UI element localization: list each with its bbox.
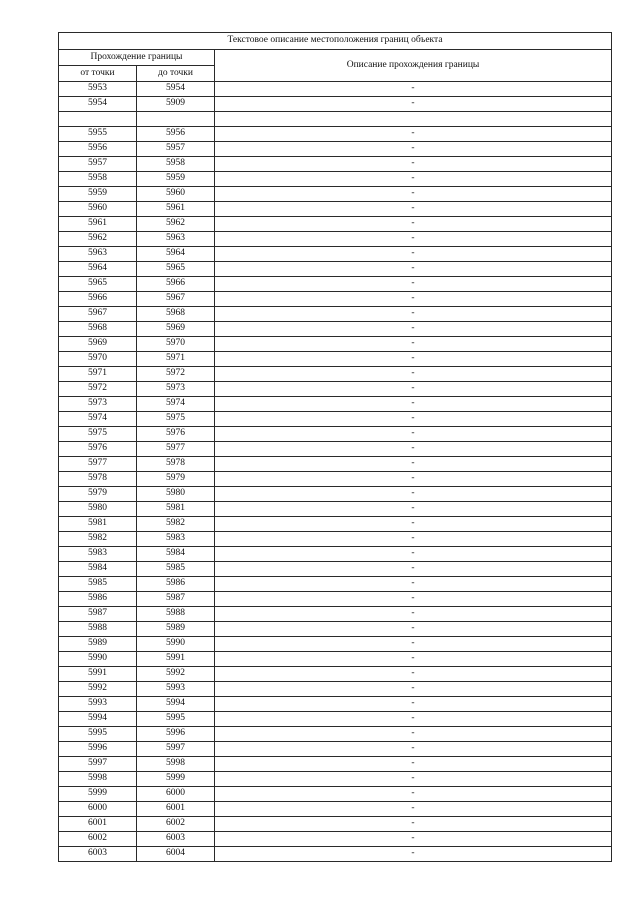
cell-from-point: 5968: [59, 322, 137, 337]
table-row: [59, 667, 612, 682]
cell-description: -: [215, 442, 612, 457]
table-row: [59, 82, 612, 97]
cell-from-point: 5975: [59, 427, 137, 442]
table-row: [59, 712, 612, 727]
cell-description: -: [215, 667, 612, 682]
cell-from-point: 5954: [59, 97, 137, 112]
cell-from-point: 6001: [59, 817, 137, 832]
table-row: [59, 397, 612, 412]
table-row: [59, 487, 612, 502]
cell-description: -: [215, 727, 612, 742]
cell-to-point: 6000: [137, 787, 215, 802]
cell-from-point: 5984: [59, 562, 137, 577]
cell-description: -: [215, 172, 612, 187]
table-row: [59, 157, 612, 172]
cell-description: -: [215, 187, 612, 202]
cell-from-point: 5972: [59, 382, 137, 397]
table-row: [59, 427, 612, 442]
cell-description: -: [215, 562, 612, 577]
group-header-boundary-passage: Прохождение границы: [59, 50, 215, 66]
cell-description: -: [215, 757, 612, 772]
cell-from-point: 5953: [59, 82, 137, 97]
cell-description: -: [215, 532, 612, 547]
cell-from-point: 5966: [59, 292, 137, 307]
cell-to-point: 5986: [137, 577, 215, 592]
cell-description: -: [215, 787, 612, 802]
cell-from-point: 6003: [59, 847, 137, 862]
cell-description: -: [215, 262, 612, 277]
cell-from-point: 5979: [59, 487, 137, 502]
cell-from-point: 5960: [59, 202, 137, 217]
cell-to-point: 5990: [137, 637, 215, 652]
table-row: [59, 172, 612, 187]
cell-to-point: 5982: [137, 517, 215, 532]
table-row: [59, 787, 612, 802]
cell-to-point: 5991: [137, 652, 215, 667]
cell-to-point: 5998: [137, 757, 215, 772]
cell-from-point: 5989: [59, 637, 137, 652]
cell-to-point: 5962: [137, 217, 215, 232]
cell-to-point: 5968: [137, 307, 215, 322]
table-row: [59, 547, 612, 562]
table-row: [59, 802, 612, 817]
cell-from-point: 5970: [59, 352, 137, 367]
cell-to-point: 5981: [137, 502, 215, 517]
table-row: [59, 217, 612, 232]
table-row: [59, 772, 612, 787]
table-row: [59, 742, 612, 757]
table-row: [59, 352, 612, 367]
cell-from-point: 5976: [59, 442, 137, 457]
table-row: [59, 307, 612, 322]
cell-to-point: 5995: [137, 712, 215, 727]
cell-description: -: [215, 502, 612, 517]
cell-to-point: 5972: [137, 367, 215, 382]
cell-from-point: 5959: [59, 187, 137, 202]
cell-from-point: 5967: [59, 307, 137, 322]
table-row: [59, 337, 612, 352]
cell-from-point: 5997: [59, 757, 137, 772]
cell-from-point: 5987: [59, 607, 137, 622]
cell-description: -: [215, 802, 612, 817]
table-row: [59, 562, 612, 577]
table-row: [59, 97, 612, 112]
cell-to-point: 5969: [137, 322, 215, 337]
cell-description: -: [215, 592, 612, 607]
cell-description: -: [215, 712, 612, 727]
cell-to-point: 5970: [137, 337, 215, 352]
table-body: [59, 82, 612, 862]
table-row: [59, 757, 612, 772]
cell-to-point: 5967: [137, 292, 215, 307]
cell-from-point: 5999: [59, 787, 137, 802]
cell-from-point: 5974: [59, 412, 137, 427]
cell-from-point: 5962: [59, 232, 137, 247]
table-row: [59, 472, 612, 487]
cell-from-point: 5981: [59, 517, 137, 532]
cell-description: [215, 112, 612, 127]
cell-description: -: [215, 322, 612, 337]
cell-to-point: 5996: [137, 727, 215, 742]
cell-from-point: 5978: [59, 472, 137, 487]
table-row: [59, 652, 612, 667]
cell-to-point: 5965: [137, 262, 215, 277]
cell-to-point: 5994: [137, 697, 215, 712]
cell-description: -: [215, 127, 612, 142]
cell-from-point: 5957: [59, 157, 137, 172]
cell-from-point: 5977: [59, 457, 137, 472]
cell-to-point: 5999: [137, 772, 215, 787]
cell-description: -: [215, 142, 612, 157]
cell-to-point: [137, 112, 215, 127]
cell-to-point: 5966: [137, 277, 215, 292]
cell-description: -: [215, 487, 612, 502]
cell-description: -: [215, 232, 612, 247]
table-row: [59, 262, 612, 277]
cell-to-point: 5997: [137, 742, 215, 757]
cell-description: -: [215, 472, 612, 487]
table-row: [59, 832, 612, 847]
cell-to-point: 5974: [137, 397, 215, 412]
boundary-description-table: [58, 32, 612, 862]
cell-description: -: [215, 82, 612, 97]
cell-description: -: [215, 697, 612, 712]
table-row: [59, 637, 612, 652]
table-row: [59, 607, 612, 622]
cell-description: -: [215, 97, 612, 112]
cell-to-point: 5980: [137, 487, 215, 502]
cell-to-point: 5971: [137, 352, 215, 367]
cell-from-point: 5998: [59, 772, 137, 787]
cell-to-point: 6004: [137, 847, 215, 862]
cell-from-point: 5988: [59, 622, 137, 637]
cell-from-point: 5992: [59, 682, 137, 697]
cell-description: -: [215, 742, 612, 757]
cell-from-point: 5980: [59, 502, 137, 517]
cell-to-point: 5993: [137, 682, 215, 697]
cell-to-point: 5976: [137, 427, 215, 442]
cell-description: -: [215, 397, 612, 412]
table-row: [59, 277, 612, 292]
table-row: [59, 412, 612, 427]
cell-to-point: 5977: [137, 442, 215, 457]
cell-from-point: 5965: [59, 277, 137, 292]
cell-to-point: 5984: [137, 547, 215, 562]
table-row: [59, 442, 612, 457]
table-row-blank: [59, 112, 612, 127]
cell-from-point: 5964: [59, 262, 137, 277]
table-row: [59, 817, 612, 832]
cell-description: -: [215, 202, 612, 217]
cell-from-point: 5993: [59, 697, 137, 712]
table-row: [59, 322, 612, 337]
cell-to-point: 5963: [137, 232, 215, 247]
cell-description: -: [215, 292, 612, 307]
cell-description: -: [215, 307, 612, 322]
cell-from-point: 5956: [59, 142, 137, 157]
cell-to-point: 5909: [137, 97, 215, 112]
cell-description: -: [215, 337, 612, 352]
cell-description: -: [215, 217, 612, 232]
table-row: [59, 292, 612, 307]
table-row: [59, 592, 612, 607]
cell-from-point: 5990: [59, 652, 137, 667]
cell-description: -: [215, 637, 612, 652]
cell-description: -: [215, 832, 612, 847]
cell-to-point: 5985: [137, 562, 215, 577]
table-row: [59, 367, 612, 382]
cell-description: -: [215, 682, 612, 697]
cell-description: -: [215, 517, 612, 532]
cell-to-point: 5954: [137, 82, 215, 97]
cell-from-point: 5983: [59, 547, 137, 562]
column-header-to-point: до точки: [137, 66, 215, 82]
cell-description: -: [215, 607, 612, 622]
cell-to-point: 6002: [137, 817, 215, 832]
table-row: [59, 697, 612, 712]
cell-description: -: [215, 427, 612, 442]
table-row: [59, 517, 612, 532]
cell-to-point: 5983: [137, 532, 215, 547]
cell-from-point: 5986: [59, 592, 137, 607]
table-row: [59, 457, 612, 472]
table-row: [59, 622, 612, 637]
cell-from-point: [59, 112, 137, 127]
cell-description: -: [215, 352, 612, 367]
cell-to-point: 5973: [137, 382, 215, 397]
column-header-description: Описание прохождения границы: [215, 50, 612, 82]
cell-to-point: 5964: [137, 247, 215, 262]
cell-from-point: 5995: [59, 727, 137, 742]
cell-description: -: [215, 157, 612, 172]
cell-from-point: 5991: [59, 667, 137, 682]
cell-to-point: 5960: [137, 187, 215, 202]
cell-description: -: [215, 457, 612, 472]
cell-description: -: [215, 577, 612, 592]
table-title: Текстовое описание местоположения границ объекта: [59, 33, 612, 50]
cell-description: -: [215, 847, 612, 862]
cell-from-point: 5985: [59, 577, 137, 592]
table-row: [59, 682, 612, 697]
cell-description: -: [215, 382, 612, 397]
cell-from-point: 5961: [59, 217, 137, 232]
cell-from-point: 5996: [59, 742, 137, 757]
cell-to-point: 5958: [137, 157, 215, 172]
cell-to-point: 5957: [137, 142, 215, 157]
cell-from-point: 6002: [59, 832, 137, 847]
table-row: [59, 727, 612, 742]
table-row: [59, 382, 612, 397]
table-row: [59, 187, 612, 202]
cell-to-point: 5988: [137, 607, 215, 622]
cell-to-point: 6003: [137, 832, 215, 847]
cell-description: -: [215, 817, 612, 832]
cell-description: -: [215, 622, 612, 637]
cell-from-point: 5982: [59, 532, 137, 547]
cell-to-point: 5979: [137, 472, 215, 487]
table-row: [59, 847, 612, 862]
cell-description: -: [215, 412, 612, 427]
cell-from-point: 5963: [59, 247, 137, 262]
cell-description: -: [215, 367, 612, 382]
cell-description: -: [215, 772, 612, 787]
cell-from-point: 5973: [59, 397, 137, 412]
cell-to-point: 5989: [137, 622, 215, 637]
cell-from-point: 5994: [59, 712, 137, 727]
table-row: [59, 142, 612, 157]
cell-to-point: 5975: [137, 412, 215, 427]
cell-from-point: 5971: [59, 367, 137, 382]
cell-to-point: 5992: [137, 667, 215, 682]
cell-description: -: [215, 247, 612, 262]
cell-description: -: [215, 652, 612, 667]
table-row: [59, 202, 612, 217]
cell-to-point: 5978: [137, 457, 215, 472]
cell-from-point: 6000: [59, 802, 137, 817]
cell-to-point: 5987: [137, 592, 215, 607]
cell-from-point: 5969: [59, 337, 137, 352]
table-row: [59, 502, 612, 517]
table-row: [59, 232, 612, 247]
cell-description: -: [215, 277, 612, 292]
table-row: [59, 577, 612, 592]
cell-to-point: 6001: [137, 802, 215, 817]
column-header-from-point: от точки: [59, 66, 137, 82]
table-row: [59, 532, 612, 547]
cell-to-point: 5959: [137, 172, 215, 187]
cell-description: -: [215, 547, 612, 562]
table-row: [59, 127, 612, 142]
cell-from-point: 5955: [59, 127, 137, 142]
cell-to-point: 5956: [137, 127, 215, 142]
cell-to-point: 5961: [137, 202, 215, 217]
table-row: [59, 247, 612, 262]
cell-from-point: 5958: [59, 172, 137, 187]
